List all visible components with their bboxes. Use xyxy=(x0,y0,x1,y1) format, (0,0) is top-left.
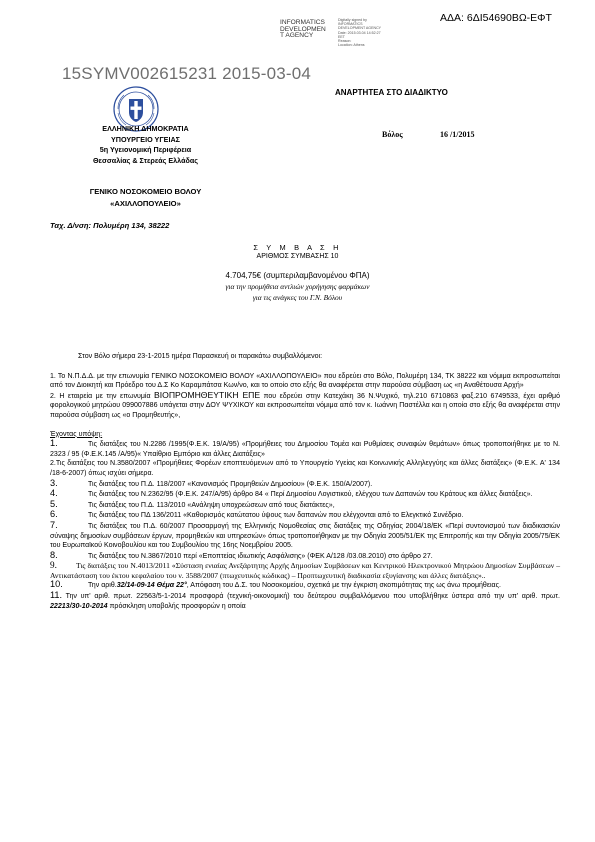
date: 16 /1/2015 xyxy=(440,130,475,139)
item-number: 5. xyxy=(50,498,58,509)
org-line: ΥΠΟΥΡΓΕΙΟ ΥΓΕΙΑΣ xyxy=(111,134,180,144)
list-item xyxy=(50,500,560,511)
item-number: 11. xyxy=(50,590,63,601)
org-line: 5η Υγειονομική Περιφέρεια xyxy=(99,145,192,154)
org-line: Θεσσαλίας & Στερεάς Ελλάδας xyxy=(92,155,199,165)
decision-reference: 32/14-09-14 Θέμα 22° xyxy=(116,582,187,590)
stamp-line: T AGENCY xyxy=(280,32,314,40)
party-one-paragraph: 1. Το Ν.Π.Δ.Δ. με την επωνυμία ΓΕΝΙΚΟ ΝΟΣΟΚΟΜΕΙΟ ΒΟΛΟΥ «ΑΧΙΛΛΟΠΟΥΛΕΙΟ» που εδρεύει στο Βόλο, Πολυμέρη 134, ΤΚ 38222 και νόμιμα εκπροσωπείται από τον Διοικητή και Πρόεδρο του Δ.Σ Κο Καραμπάτσα Κων/νο, και το οποίο στο εξής θα αναφέρεται στην παρούσα σύμβαση ως «η Αναθέτουσα Αρχή» xyxy=(50,372,560,390)
list-item xyxy=(50,439,560,459)
item-text: Τις διατάξεις του Ν.3867/2010 περί «Εποπτείας ιδιωτικής Ασφάλισης» (ΦΕΚ Α/128 /03.08.2010) στο άρθρο 27. xyxy=(88,552,433,560)
place: Βόλος xyxy=(382,130,403,139)
item-number: 1. xyxy=(50,438,58,449)
item-text: , Απόφαση του Δ.Σ. του Νοσοκομείου, σχετικά με την έγκριση σκοπιμότητας της ως άνω προμήθειας. xyxy=(186,582,501,590)
hospital-line: «ΑΧΙΛΛΟΠΟΥΛΕΙΟ» xyxy=(110,198,181,208)
list-item xyxy=(50,459,560,478)
contract-number: ΑΡΙΘΜΟΣ ΣΥΜΒΑΣΗΣ 10 xyxy=(256,253,339,260)
contract-subject: για την προμήθεια αντλιών χορήγησης φαρμάκων xyxy=(225,282,370,291)
supplier-name: ΒΙΟΠΡΟΜΗΘΕΥΤΙΚΗ ΕΠΕ xyxy=(154,389,261,400)
list-item xyxy=(50,521,560,551)
contract-subject-needs: για τις ανάγκες του Γ.Ν. Βόλου xyxy=(252,293,343,302)
item-number: 8. xyxy=(50,549,58,560)
signature-stamp-details: Digitally signed by INFORMATICS DEVELOPMENT AGENCY Date: 2015.03.04 14:52:27 EET Reason: Location: Athens xyxy=(338,18,382,48)
item-number: 10. xyxy=(50,579,63,590)
item-text: Τις διατάξεις του Ν.3580/2007 «Προμήθειες Φορέων εποπτευόμενων από το Υπουργείο Υγείας και Κοινωνικής Αλληλεγγύης και άλλες διατάξεις» (Φ.Ε.Κ. Α' 134 /18-6-2007) όπως ισχύει σήμερα. xyxy=(50,460,560,477)
hospital-line: ΓΕΝΙΚΟ ΝΟΣΟΚΟΜΕΙΟ ΒΟΛΟΥ xyxy=(89,187,202,196)
organization-block xyxy=(58,124,233,166)
address: Ταχ. Δ/νση: Πολυμέρη 134, 38222 xyxy=(50,221,170,230)
item-number: 3. xyxy=(50,477,58,488)
contract-heading: Σ Υ Μ Β Α Σ Η xyxy=(253,243,342,252)
list-item xyxy=(50,551,560,562)
item-text: Την υπ' αριθ. πρωτ. 22563/5-1-2014 προσφορά (τεχνική-οικονομική) του δεύτερου συμβαλλόμενου που υποβλήθηκε ύστερα από την υπ' αριθ. πρωτ. xyxy=(65,593,560,601)
posting-notice: ΑΝΑΡΤΗΤΕΑ ΣΤΟ ΔΙΑΔΙΚΤΥΟ xyxy=(335,88,448,97)
item-text: Τις διατάξεις του Π.Δ. 60/2007 Προσαρμογή της Ελληνικής Νομοθεσίας στις διατάξεις της Οδηγίας 2004/18/ΕΚ «Περί συντονισμού των διαδικασιών σύναψης δημοσίων συμβάσεων έργων, προμηθειών και υπηρεσιών» όπως τροποποιήθηκαν με την Οδηγία 2005/51/ΕΚ της Επιτροπής και την Οδηγία 2005/75/ΕΚ του Ευρωπαϊκού Κοινοβουλίου και του Συμβουλίου της 16ης Νοεμβρίου 2005. xyxy=(50,522,560,550)
item-number: 7. xyxy=(50,519,58,530)
list-item xyxy=(50,591,560,611)
item-text: Τις διατάξεις του ΠΔ 136/2011 «Καθορισμός κατώτατου ύψους των δαπανών που ελέγχονται από το Ελεγκτικό Συνέδριο. xyxy=(88,512,464,520)
item-text: Τις διατάξεις του Π.Δ. 113/2010 «Ανάληψη υποχρεώσεων από τους διατάκτες», xyxy=(88,501,335,509)
contract-amount: 4.704,75€ (συμπεριλαμβανομένου ΦΠΑ) xyxy=(225,271,370,280)
org-line: ΕΛΛΗΝΙΚΗ ΔΗΜΟΚΡΑΤΙΑ xyxy=(102,124,189,133)
ada-code: ΑΔΑ: 6ΔΙ54690ΒΩ-ΕΦΤ xyxy=(440,12,552,24)
document-id-watermark: 15SYMV002615231 2015-03-04 xyxy=(62,64,312,83)
item-text: Τις διατάξεις του Ν.2362/95 (Φ.Ε.Κ. 247/Α/95) άρθρο 84 « Περί Δημοσίου Λογιστικού, ελέγχου των Δαπανών του Κράτους και άλλες διατάξεις». xyxy=(88,491,533,499)
list-item xyxy=(50,510,560,521)
stamp-line: INFORMATICS xyxy=(280,19,325,26)
item-number: 4. xyxy=(50,488,58,499)
item-number: 9. xyxy=(50,560,57,571)
item-text: πρόσκληση υποβολής προσφορών η οποία xyxy=(107,602,246,610)
item-text: Τις διατάξεις του Ν.4013/2011 «Σύσταση ενιαίας Ανεξάρτητης Αρχής Δημοσίων Συμβάσεων και Κεντρικού Ηλεκτρονικού Μητρώου Δημοσίων Συμβάσεων – Αντικατάσταση του έκτου κεφαλαίου του ν. 3588/2007 (πτωχευτικός κώδικας) – Προπτωχευτική διαδικασία εξυγίανσης και άλλες διατάξεις».. xyxy=(50,561,560,580)
hospital-block xyxy=(58,186,233,209)
item-text: Την αριθ. xyxy=(88,582,117,590)
intro-paragraph: Στον Βόλο σήμερα 23-1-2015 ημέρα Παρασκευή οι παρακάτω συμβαλλόμενοι: xyxy=(78,353,323,360)
having-seen-heading: Έχοντας υπόψη: xyxy=(50,430,103,438)
invitation-reference: 22213/30-10-2014 xyxy=(50,602,108,610)
party-two-paragraph xyxy=(50,391,560,421)
list-item xyxy=(50,489,560,500)
item-number: 6. xyxy=(50,509,58,520)
item-text: Τις διατάξεις του Ν.2286 /1995(Φ.Ε.Κ. 19/Α/95) «Προμήθειες του Δημοσίου Τομέα και Ρυθμίσεις συναφών θεμάτων» όπως τροποποιήθηκε με το Ν. 2323 / 95 (Φ.Ε.Κ.145 /Α/95)« Υπαίθριο Εμπόριο και άλλες Διατάξεις» xyxy=(50,441,560,458)
party-two-text: που εδρεύει στην Κατεχάκη 36 Ν.Ψυχικό, τηλ.210 6710863 φαξ.210 6749533, έχει αριθμό φορολογικού μητρώου 099007886 υπάγεται στην ΔΟΥ ΨΥΧΙΚΟΥ και εκπροσωπείται νόμιμα από τον κ. Ιωάννη Παστέλλα και η οποία στο εξής θα αναφέρεται στην παρούσα σύμβαση ως «ο Προμηθευτής», xyxy=(50,392,560,419)
list-item xyxy=(50,580,560,591)
item-number: 2. xyxy=(50,460,56,468)
list-item xyxy=(50,561,560,580)
list-item xyxy=(50,479,560,490)
stamp-line: DEVELOPMEN xyxy=(280,25,326,33)
party-two-text: 2. Η εταιρεία με την επωνυμία xyxy=(50,392,155,400)
signature-stamp-label xyxy=(280,20,326,40)
document-body xyxy=(50,352,560,611)
item-text: Τις διατάξεις του Π.Δ. 118/2007 «Κανονισμός Προμηθειών Δημοσίου» (Φ.Ε.Κ. 150/Α/2007). xyxy=(88,480,373,488)
